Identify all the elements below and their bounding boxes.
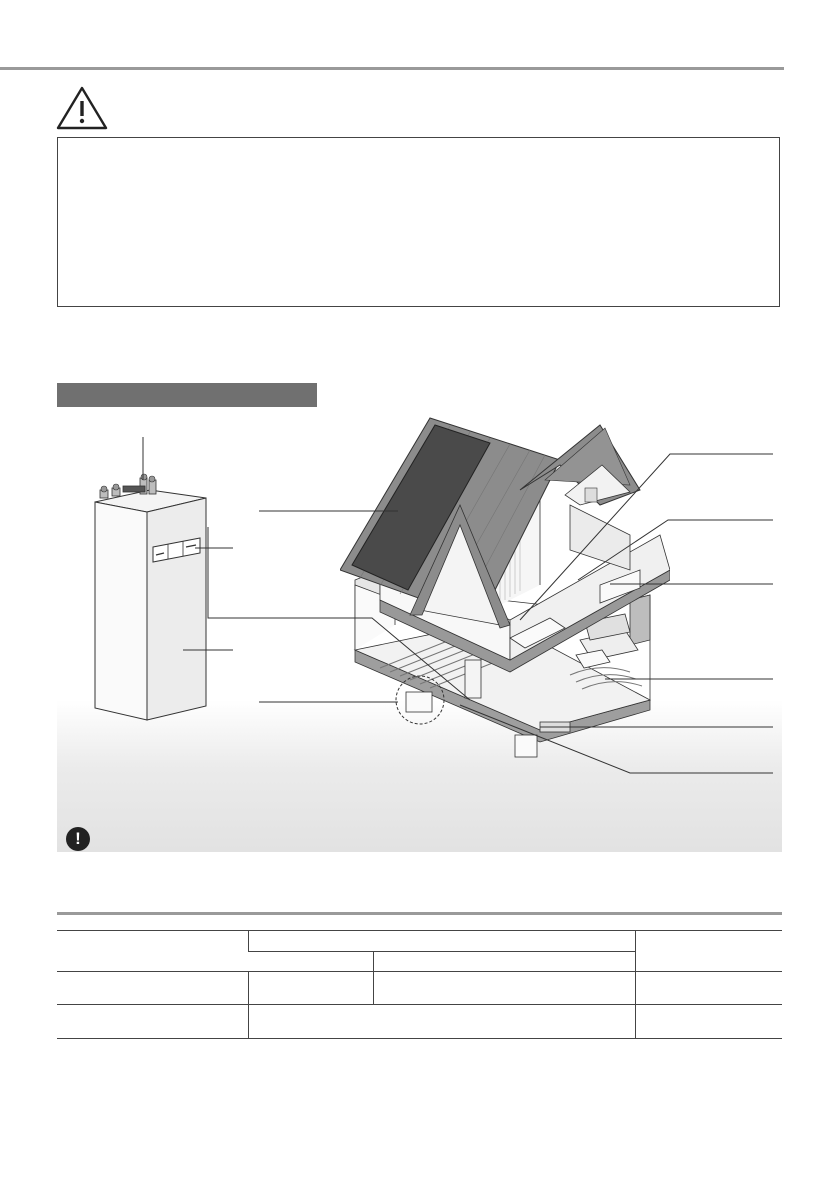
table-cell <box>635 972 782 1005</box>
table-cell <box>248 931 635 952</box>
exclamation-icon: ! <box>66 827 90 851</box>
table-cell <box>57 972 248 1005</box>
table-cell <box>635 1005 782 1039</box>
warning-box <box>57 137 780 307</box>
spec-table <box>57 930 782 1039</box>
table-cell <box>248 952 373 972</box>
table-cell <box>57 931 248 972</box>
table-row <box>57 1005 782 1039</box>
bottom-rule <box>57 912 782 915</box>
top-rule <box>0 67 784 70</box>
table-cell <box>635 931 782 972</box>
table-cell <box>248 1005 635 1039</box>
table-cell <box>248 972 373 1005</box>
warning-triangle-icon <box>55 85 109 131</box>
table-cell <box>373 952 635 972</box>
table-cell <box>57 1005 248 1039</box>
section-heading-bar <box>57 383 317 407</box>
indoor-unit-illustration <box>90 430 220 725</box>
table-row <box>57 972 782 1005</box>
table-row <box>57 931 782 952</box>
house-cutaway-illustration <box>340 410 670 790</box>
table-cell <box>373 972 635 1005</box>
